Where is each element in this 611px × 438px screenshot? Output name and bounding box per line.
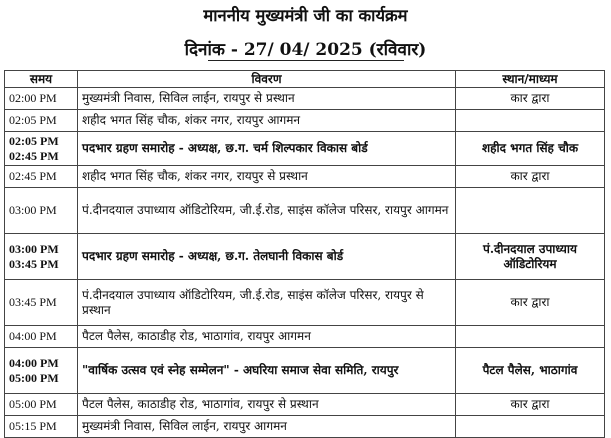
page-title: माननीय मुख्यमंत्री जी का कार्यक्रम [203, 6, 408, 25]
row-description: पं.दीनदयाल उपाध्याय ऑडिटोरियम, जी.ई.रोड, साइंस कॉलेज परिसर, रायपुर से प्रस्थान [78, 280, 456, 326]
row-time-range [5, 234, 78, 280]
table-row [5, 166, 605, 188]
table-row [5, 110, 605, 132]
row-time-range [5, 348, 78, 394]
table-row [5, 280, 605, 326]
table-row [5, 88, 605, 110]
row-description: शहीद भगत सिंह चौक, शंकर नगर, रायपुर से प्रस्थान [78, 166, 456, 188]
row-description: पदभार ग्रहण समारोह - अध्यक्ष, छ.ग. तेलघानी विकास बोर्ड [78, 234, 456, 280]
table-row-event [5, 132, 605, 166]
row-place: कार द्वारा [456, 280, 605, 326]
table-row [5, 394, 605, 416]
row-description: पं.दीनदयाल उपाध्याय ऑडिटोरियम, जी.ई.रोड, साइंस कॉलेज परिसर, रायपुर आगमन [78, 188, 456, 234]
table-row-event [5, 234, 605, 280]
row-place [456, 416, 605, 438]
row-description: पैटल पैलेस, काठाडीह रोड, भाठागांव, रायपुर आगमन [78, 326, 456, 348]
row-description: पदभार ग्रहण समारोह - अध्यक्ष, छ.ग. चर्म शिल्पकार विकास बोर्ड [78, 132, 456, 166]
row-description: मुख्यमंत्री निवास, सिविल लाईन, रायपुर आगमन [78, 416, 456, 438]
row-description: शहीद भगत सिंह चौक, शंकर नगर, रायपुर आगमन [78, 110, 456, 132]
row-time-range [5, 132, 78, 166]
header-description: विवरण [78, 71, 456, 88]
row-place: शहीद भगत सिंह चौक [456, 132, 605, 166]
row-description: मुख्यमंत्री निवास, सिविल लाईन, रायपुर से प्रस्थान [78, 88, 456, 110]
table-row [5, 326, 605, 348]
row-description: पैटल पैलेस, काठाडीह रोड, भाठागांव, रायपुर से प्रस्थान [78, 394, 456, 416]
row-place [456, 188, 605, 234]
header-place: स्थान/माध्यम [456, 71, 605, 88]
date-line: दिनांक - 27/ 04/ 2025 (रविवार) [184, 40, 427, 60]
row-time-start: 03:00 PM [9, 241, 59, 256]
table-row [5, 188, 605, 234]
row-time: 03:45 PM [5, 280, 78, 326]
row-time-end: 03:45 PM [9, 256, 59, 271]
row-time-end: 05:00 PM [9, 370, 59, 385]
row-description: "वार्षिक उत्सव एवं स्नेह सम्मेलन" - अघरिया समाज सेवा समिति, रायपुर [78, 348, 456, 394]
row-place [456, 326, 605, 348]
header-time: समय [5, 71, 78, 88]
row-place [456, 110, 605, 132]
schedule-table [4, 70, 605, 438]
row-place: कार द्वारा [456, 88, 605, 110]
row-place: कार द्वारा [456, 166, 605, 188]
row-time: 05:00 PM [5, 394, 78, 416]
table-row [5, 416, 605, 438]
table-row-event [5, 348, 605, 394]
row-time: 03:00 PM [5, 188, 78, 234]
row-time: 02:45 PM [5, 166, 78, 188]
table-header-row [5, 71, 605, 88]
row-time-start: 02:05 PM [9, 133, 59, 148]
row-time: 05:15 PM [5, 416, 78, 438]
row-time-start: 04:00 PM [9, 355, 59, 370]
row-place: पं.दीनदयाल उपाध्याय ऑडिटोरियम [456, 234, 605, 280]
row-time: 02:05 PM [5, 110, 78, 132]
date-underline [208, 60, 404, 61]
row-time: 02:00 PM [5, 88, 78, 110]
row-time: 04:00 PM [5, 326, 78, 348]
row-place: पैटल पैलेस, भाठागांव [456, 348, 605, 394]
row-place: कार द्वारा [456, 394, 605, 416]
row-time-end: 02:45 PM [9, 148, 59, 163]
